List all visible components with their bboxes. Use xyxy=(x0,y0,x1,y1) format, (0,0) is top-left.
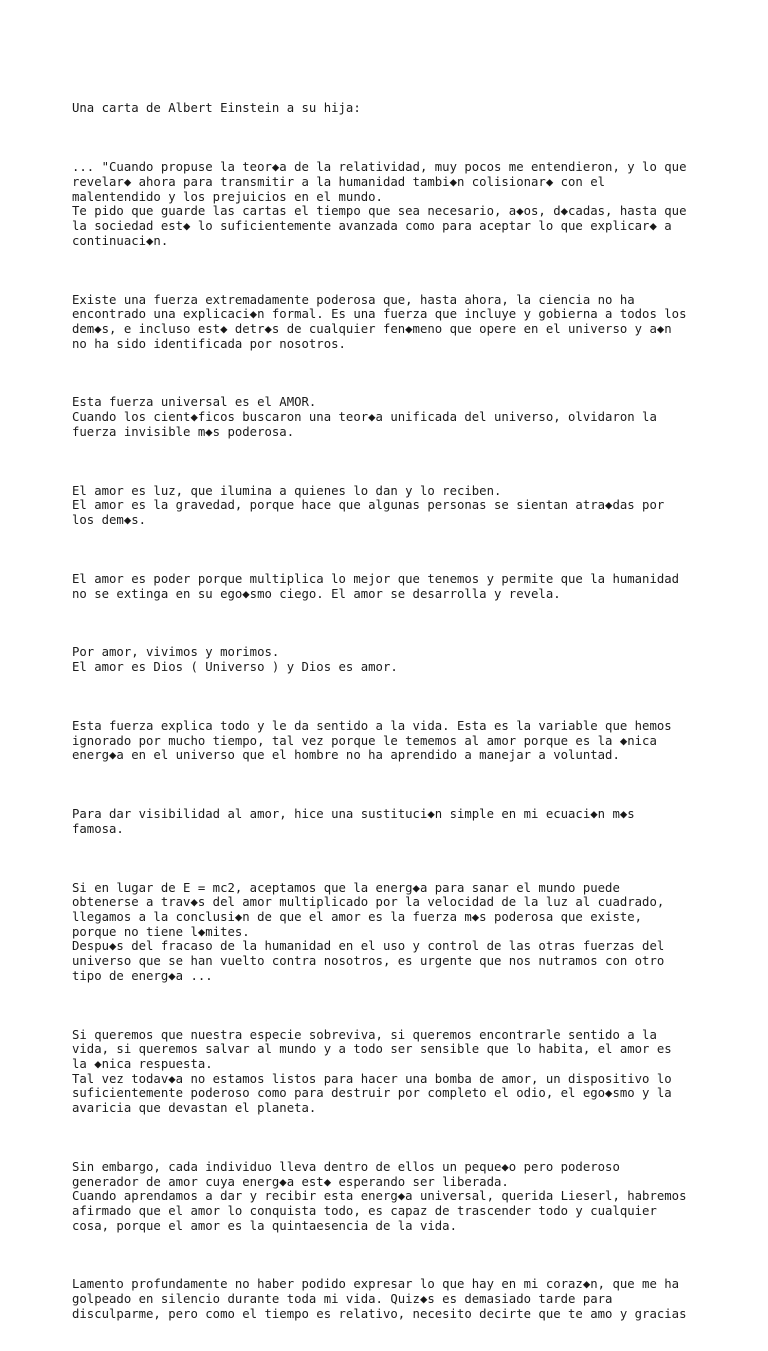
paragraph-9: Si en lugar de E = mc2, aceptamos que la energ◆a para sanar el mundo puede obtenerse a trav◆s del amor multiplicado por la velocidad de la luz al cuadrado, llegamos a la conclusi◆n de que el amor es la fuerza m◆s poderosa que existe, porque no tiene l◆mites. Despu◆s del fracaso de la humanidad en el uso y control de las otras fuerzas del universo que se han vuelto contra nosotros, es urgente que nos nutramos con otro tipo de energ◆a ... xyxy=(72,880,665,983)
paragraph-12: Lamento profundamente no haber podido expresar lo que hay en mi coraz◆n, que me ha golpeado en silencio durante toda mi vida. Quiz◆s es demasiado tarde para disculparme, pero como el tiempo es relativo, necesito decirte que te amo y gracias xyxy=(72,1277,687,1321)
paragraph-4: El amor es luz, que ilumina a quienes lo dan y lo reciben. El amor es la gravedad, porque hace que algunas personas se sientan atra◆das por los dem◆s. xyxy=(72,483,665,528)
paragraph-1: ... "Cuando propuse la teor◆a de la relatividad, muy pocos me entendieron, y lo que revelar◆ ahora para transmitir a la humanidad tambi◆n colisionar◆ con el malentendido y los prejuicios en el mundo. Te pido que guarde las cartas el tiempo que sea necesario, a◆os, d◆cadas, hasta que la sociedad est◆ lo suficientemente avanzada como para aceptar lo que explicar◆ a continuaci◆n. xyxy=(72,160,687,248)
document-page xyxy=(72,72,712,1351)
paragraph-10: Si queremos que nuestra especie sobreviva, si queremos encontrarle sentido a la vida, si queremos salvar al mundo y a todo ser sensible que lo habita, el amor es la ◆nica respuesta. Tal vez todav◆a no estamos listos para hacer una bomba de amor, un dispositivo lo suficientemente poderoso como para destruir por completo el odio, el ego◆smo y la avaricia que devastan el planeta. xyxy=(72,1027,672,1116)
paragraph-6: Por amor, vivimos y morimos. El amor es Dios ( Universo ) y Dios es amor. xyxy=(72,645,398,675)
paragraph-7: Esta fuerza explica todo y le da sentido a la vida. Esta es la variable que hemos ignorado por mucho tiempo, tal vez porque le tememos al amor porque es la ◆nica energ◆a en el universo que el hombre no ha aprendido a manejar a voluntad. xyxy=(72,718,672,763)
letter-title: Una carta de Albert Einstein a su hija: xyxy=(72,101,361,116)
paragraph-8: Para dar visibilidad al amor, hice una sustituci◆n simple en mi ecuaci◆n m◆s famosa. xyxy=(72,807,635,836)
paragraph-11: Sin embargo, cada individuo lleva dentro de ellos un peque◆o pero poderoso generador de amor cuya energ◆a est◆ esperando ser liberada. Cuando aprendamos a dar y recibir esta energ◆a universal, querida Lieserl, habremos afirmado que el amor lo conquista todo, es capaz de trascender todo y cualquier cosa, porque el amor es la quintaesencia de la vida. xyxy=(72,1159,687,1233)
paragraph-2: Existe una fuerza extremadamente poderosa que, hasta ahora, la ciencia no ha encontrado una explicaci◆n formal. Es una fuerza que incluye y gobierna a todos los dem◆s, e incluso est◆ detr◆s de cualquier fen◆meno que opere en el universo y a◆n no ha sido identificada por nosotros. xyxy=(72,292,687,351)
paragraph-5: El amor es poder porque multiplica lo mejor que tenemos y permite que la humanidad no se extinga en su ego◆smo ciego. El amor se desarrolla y revela. xyxy=(72,571,680,601)
paragraph-3: Esta fuerza universal es el AMOR. Cuando los cient◆ficos buscaron una teor◆a unificada del universo, olvidaron la fuerza invisible m◆s poderosa. xyxy=(72,395,657,439)
